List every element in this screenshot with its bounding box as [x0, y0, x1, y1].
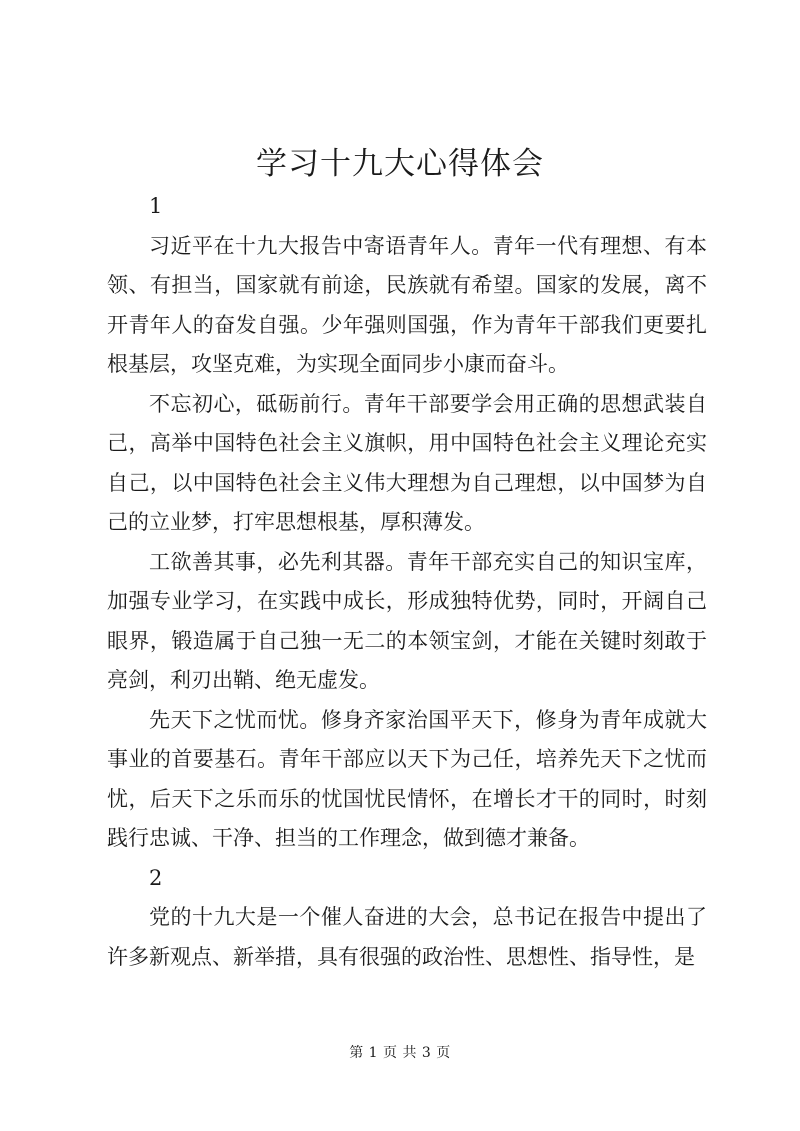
paragraph: 党的十九大是一个催人奋进的大会，总书记在报告中提出了许多新观点、新举措，具有很强的政治性、思想性、指导性，是: [107, 905, 707, 969]
paragraph: 习近平在十九大报告中寄语青年人。青年一代有理想、有本领、有担当，国家就有前途，民族就有希望。国家的发展，离不开青年人的奋发自强。少年强则国强，作为青年干部我们更要扎根基层，攻坚克难，为实现全面同步小康而奋斗。: [107, 233, 707, 376]
section-number: 1: [149, 194, 163, 218]
section-number: 2: [149, 865, 163, 890]
document-body: [107, 187, 707, 977]
document-title: 学习十九大心得体会: [256, 146, 544, 182]
page-footer: 第 1 页 共 3 页: [349, 1045, 451, 1061]
paragraph: 工欲善其事，必先利其器。青年干部充实自己的知识宝库，加强专业学习，在实践中成长，形成独特优势，同时，开阔自己眼界，锻造属于自己独一无二的本领宝剑，才能在关键时刻敢于亮剑，利刃出鞘、绝无虚发。: [107, 549, 707, 692]
paragraph: 不忘初心，砥砺前行。青年干部要学会用正确的思想武装自己，高举中国特色社会主义旗帜，用中国特色社会主义理论充实自己，以中国特色社会主义伟大理想为自己理想，以中国梦为自己的立业梦，打牢思想根基，厚积薄发。: [107, 391, 707, 534]
paragraph: 先天下之忧而忧。修身齐家治国平天下，修身为青年成就大事业的首要基石。青年干部应以天下为己任，培养先天下之忧而忧，后天下之乐而乐的忧国忧民情怀，在增长才干的同时，时刻践行忠诚、干净、担当的工作理念，做到德才兼备。: [107, 707, 707, 850]
